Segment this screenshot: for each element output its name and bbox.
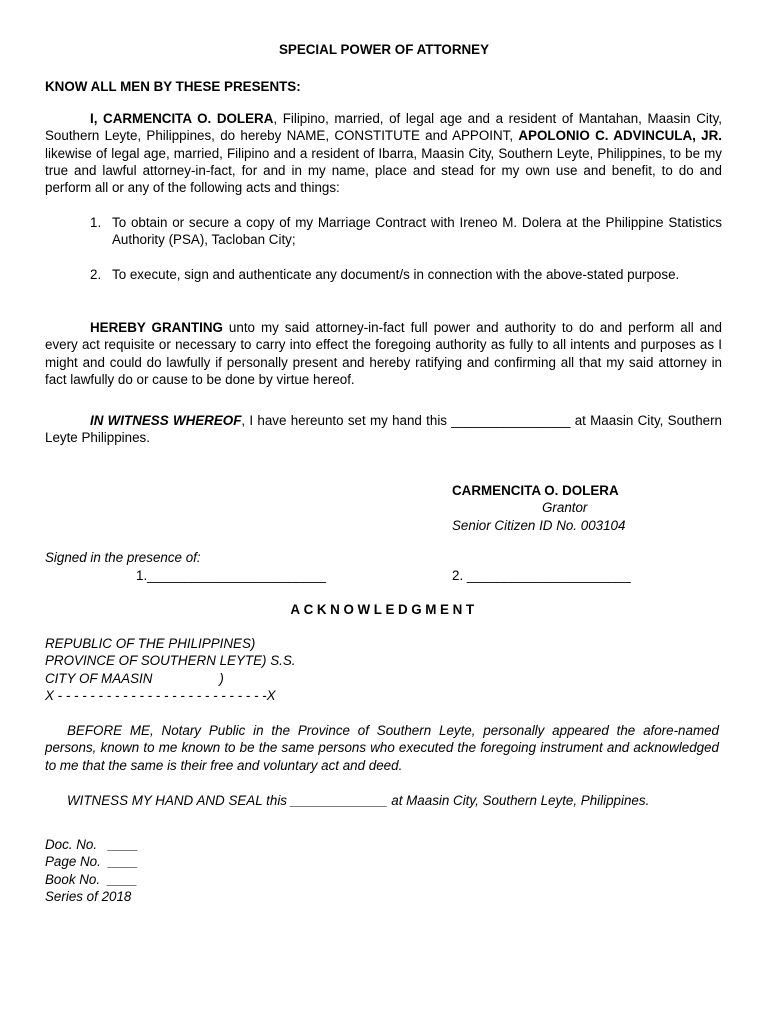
venue-line: REPUBLIC OF THE PHILIPPINES) — [45, 636, 256, 651]
witness-line-1: 1.________________________ — [136, 568, 326, 583]
venue-separator: X - - - - - - - - - - - - - - - - - - - - - - - - - -X — [45, 687, 276, 703]
grantor-role: Grantor — [542, 500, 588, 516]
book-no: Book No. ____ — [45, 871, 138, 887]
grantor-name-inline: I, CARMENCITA O. DOLERA — [90, 111, 274, 126]
granting-lead: HEREBY GRANTING — [90, 320, 223, 335]
list-item-number: 2. — [90, 267, 102, 282]
document-title: SPECIAL POWER OF ATTORNEY — [278, 42, 490, 57]
witness-whereof-paragraph — [45, 412, 722, 447]
doc-no: Doc. No. ____ — [45, 837, 139, 852]
witness-whereof-text: , I have hereunto set my hand this ________________ at Maasin City, Southern Leyte Philippines. — [45, 413, 722, 446]
grantor-signature-name: CARMENCITA O. DOLERA — [452, 483, 619, 498]
grantor-id: Senior Citizen ID No. 003104 — [452, 517, 626, 533]
appointment-text-2: likewise of legal age, married, Filipino and a resident of Ibarra, Maasin City, Southern Leyte, Philippines, to be my true and lawful attorney-in-fact, for and in my name, place and stead for my own use and benefit, to do and perform all or any of the following acts and things: — [45, 145, 722, 196]
list-item-text: To execute, sign and authenticate any document/s in connection with the above-stated purpose. — [112, 267, 680, 282]
presence-label: Signed in the presence of: — [45, 550, 201, 565]
venue-line: PROVINCE OF SOUTHERN LEYTE) S.S. — [45, 653, 296, 669]
list-item — [90, 214, 722, 249]
know-all-heading: KNOW ALL MEN BY THESE PRESENTS: — [45, 79, 301, 94]
list-item-number: 1. — [90, 215, 102, 230]
page-no: Page No. ____ — [45, 854, 139, 870]
appointment-paragraph — [45, 110, 722, 196]
signature-block — [452, 482, 625, 534]
venue-line: CITY OF MAASIN ) — [45, 670, 224, 686]
doc-info-block — [45, 836, 138, 905]
series-year: Series of 2018 — [45, 888, 132, 904]
granting-text: unto my said attorney-in-fact full power and authority to do and perform all and every act requisite or necessary to carry into effect the foregoing authority as fully to all intents and purposes as I might and could do lawfully if personally present and hereby ratifying and confirming all that my said attorney in fact lawfully do or cause to be done by virtue hereof. — [45, 320, 722, 387]
attorney-name: APOLONIO C. ADVINCULA, JR. — [518, 128, 723, 144]
acknowledgment-title: ACKNOWLEDGMENT — [290, 602, 478, 617]
witness-hand-paragraph: WITNESS MY HAND AND SEAL this _____________ at Maasin City, Southern Leyte, Philippines. — [67, 793, 650, 808]
list-item — [90, 266, 722, 283]
witness-line-2: 2. ______________________ — [452, 568, 631, 583]
witness-whereof-lead: IN WITNESS WHEREOF — [90, 413, 242, 428]
before-me-paragraph: BEFORE ME, Notary Public in the Province of Southern Leyte, personally appeared the afore-named persons, known to me known to be the same persons who executed the foregoing instrument and acknowledged to me that the same is their free and voluntary act and deed. — [45, 723, 719, 773]
appointment-text-1: , Filipino, married, of legal age and a resident of Mantahan, Maasin City, Southern Leyte, Philippines, do hereby NAME, CONSTITUTE and APPOINT, — [45, 111, 722, 144]
granting-paragraph — [45, 319, 722, 388]
list-item-text: To obtain or secure a copy of my Marriage Contract with Ireneo M. Dolera at the Philippine Statistics Authority (PSA), Tacloban City; — [112, 215, 722, 248]
venue-block — [45, 635, 296, 704]
